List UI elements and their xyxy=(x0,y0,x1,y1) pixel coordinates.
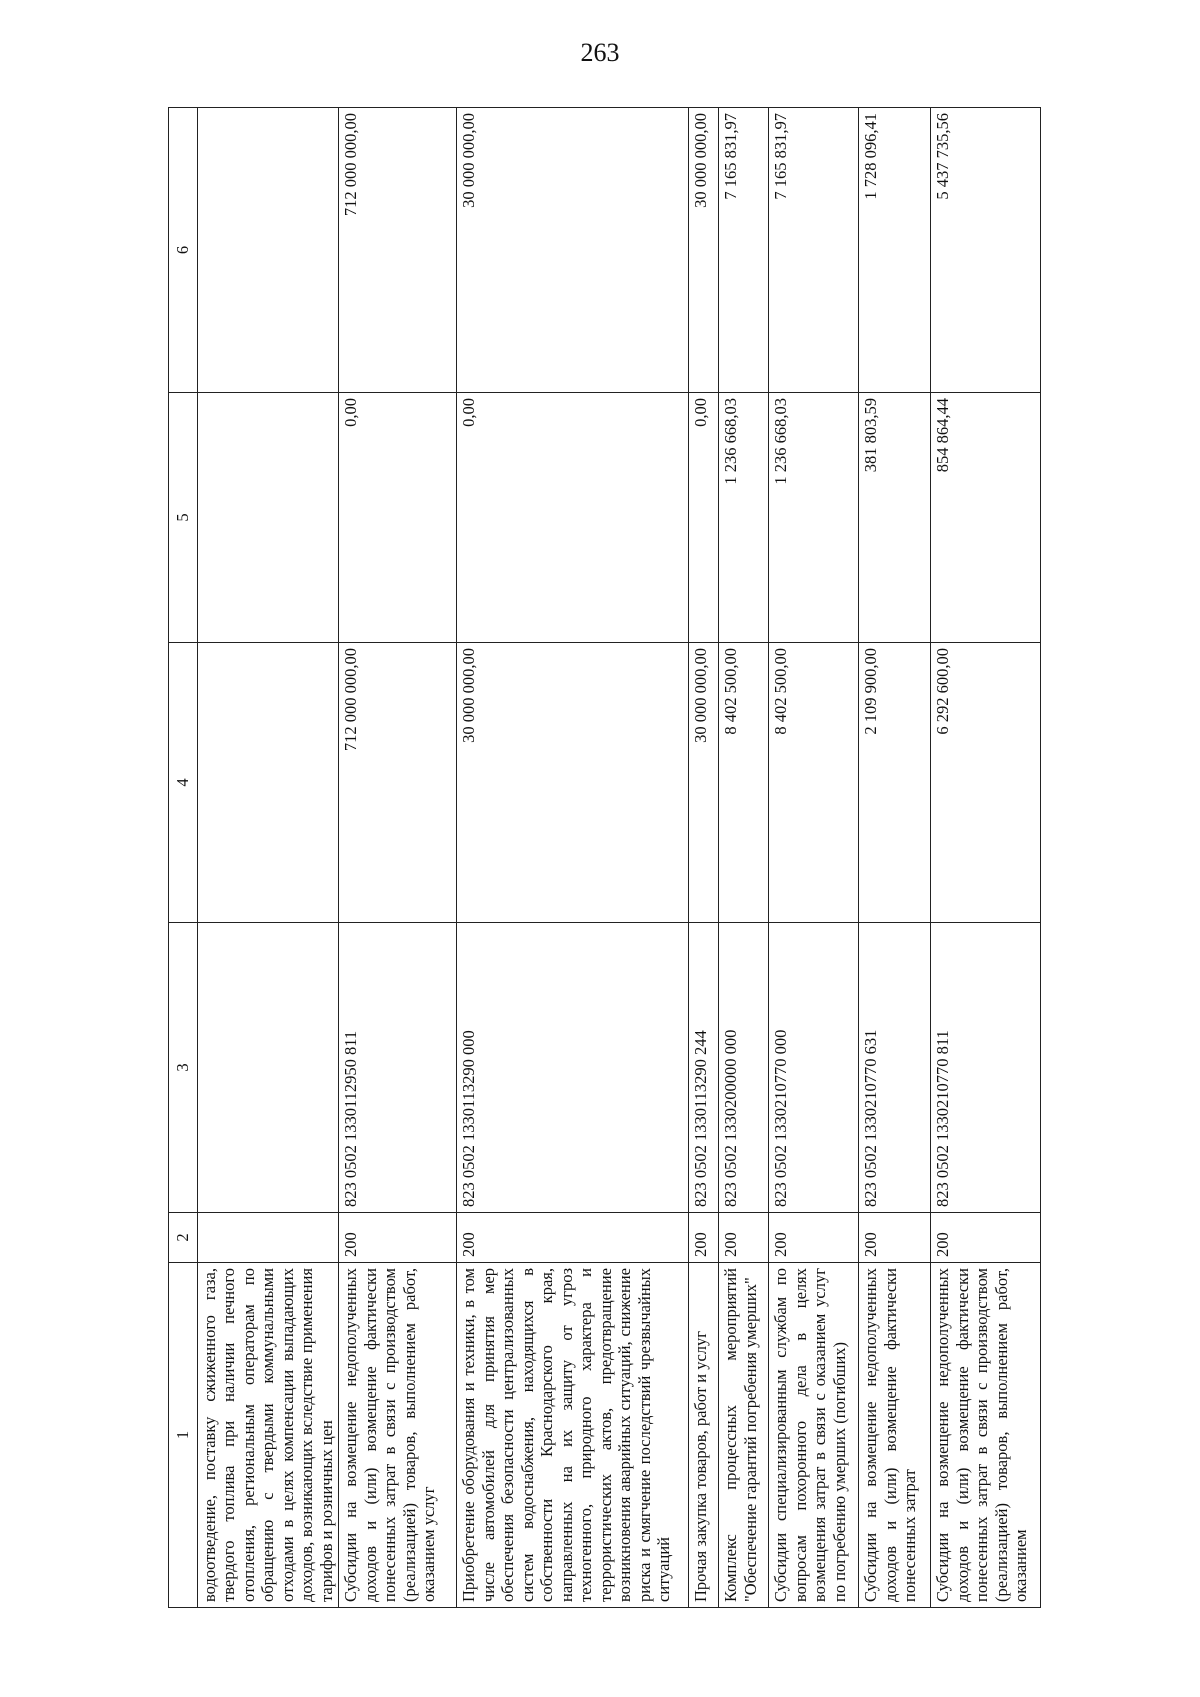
row-code xyxy=(198,1213,339,1263)
row-amount-col6: 7 165 831,97 xyxy=(769,108,859,393)
row-amount-col6 xyxy=(198,108,339,393)
row-code: 200 xyxy=(689,1213,719,1263)
row-code: 200 xyxy=(719,1213,769,1263)
row-code: 200 xyxy=(931,1213,1041,1263)
row-description: Субсидии на возмещение недополученных доходов и (или) возмещение фактически понесенных затрат в связи с производством (реализацией) товаров, выполнением работ, оказанием услуг xyxy=(339,1263,457,1608)
row-classification: 823 0502 1330112950 811 xyxy=(339,923,457,1213)
header-cell-1: 1 xyxy=(169,1263,198,1608)
rotated-table-container xyxy=(168,108,1133,1608)
row-amount-col5: 1 236 668,03 xyxy=(769,393,859,643)
row-amount-col4: 30 000 000,00 xyxy=(689,643,719,923)
row-description: водоотведение, поставку сжиженного газа, твердого топлива при наличии печного отопления, региональным операторам по обращению с твердыми коммунальными отходами в целях компенсации выпадающих доходов, возникающих вследствие применения тарифов и розничных цен xyxy=(198,1263,339,1608)
row-classification: 823 0502 1330210770 811 xyxy=(931,923,1041,1213)
row-amount-col6: 5 437 735,56 xyxy=(931,108,1041,393)
row-amount-col4: 8 402 500,00 xyxy=(719,643,769,923)
row-amount-col6: 30 000 000,00 xyxy=(457,108,689,393)
row-description: Субсидии на возмещение недополученных доходов и (или) возмещение фактически понесенных затрат в связи с производством (реализацией) товаров, выполнением работ, оказанием xyxy=(931,1263,1041,1608)
row-description: Комплекс процессных мероприятий "Обеспечение гарантий погребения умерших" xyxy=(719,1263,769,1608)
row-amount-col4: 712 000 000,00 xyxy=(339,643,457,923)
row-classification: 823 0502 1330113290 000 xyxy=(457,923,689,1213)
page-number: 263 xyxy=(580,38,620,67)
row-description: Субсидии специализированным службам по вопросам похоронного дела в целях возмещения затрат в связи с оказанием услуг по погребению умерших (погибших) xyxy=(769,1263,859,1608)
row-classification: 823 0502 1330210770 000 xyxy=(769,923,859,1213)
row-amount-col5: 0,00 xyxy=(339,393,457,643)
header-cell-2: 2 xyxy=(169,1213,198,1263)
header-row xyxy=(169,108,198,1608)
row-code: 200 xyxy=(859,1213,931,1263)
row-amount-col6: 7 165 831,97 xyxy=(719,108,769,393)
row-classification: 823 0502 1330210770 631 xyxy=(859,923,931,1213)
row-description: Субсидии на возмещение недополученных доходов и (или) возмещение фактически понесенных затрат xyxy=(859,1263,931,1608)
row-code: 200 xyxy=(339,1213,457,1263)
table-row xyxy=(689,108,719,1608)
table-row xyxy=(931,108,1041,1608)
table-row xyxy=(457,108,689,1608)
row-description: Прочая закупка товаров, работ и услуг xyxy=(689,1263,719,1608)
row-code: 200 xyxy=(457,1213,689,1263)
row-amount-col4: 8 402 500,00 xyxy=(769,643,859,923)
header-cell-4: 4 xyxy=(169,643,198,923)
row-amount-col6: 30 000 000,00 xyxy=(689,108,719,393)
row-amount-col4: 6 292 600,00 xyxy=(931,643,1041,923)
header-cell-6: 6 xyxy=(169,108,198,393)
row-amount-col5: 0,00 xyxy=(457,393,689,643)
header-cell-3: 3 xyxy=(169,923,198,1213)
row-amount-col5: 381 803,59 xyxy=(859,393,931,643)
row-description: Приобретение оборудования и техники, в том числе автомобилей для принятия мер обеспечения безопасности централизованных систем водоснабжения, находящихся в собственности Краснодарского края, направленных на их защиту от угроз техногенного, природного характера и террористических актов, предотвращение возникновения аварийных ситуаций, снижение риска и смягчение последствий чрезвычайных ситуаций xyxy=(457,1263,689,1608)
row-amount-col6: 712 000 000,00 xyxy=(339,108,457,393)
table-row xyxy=(719,108,769,1608)
row-amount-col5 xyxy=(198,393,339,643)
header-cell-5: 5 xyxy=(169,393,198,643)
row-amount-col6: 1 728 096,41 xyxy=(859,108,931,393)
table-row xyxy=(198,108,339,1608)
budget-table xyxy=(168,107,1041,1608)
table-row xyxy=(859,108,931,1608)
row-amount-col4 xyxy=(198,643,339,923)
row-classification xyxy=(198,923,339,1213)
table-row xyxy=(339,108,457,1608)
row-classification: 823 0502 1330113290 244 xyxy=(689,923,719,1213)
row-amount-col5: 1 236 668,03 xyxy=(719,393,769,643)
table-row xyxy=(769,108,859,1608)
row-amount-col4: 2 109 900,00 xyxy=(859,643,931,923)
row-amount-col4: 30 000 000,00 xyxy=(457,643,689,923)
row-classification: 823 0502 1330200000 000 xyxy=(719,923,769,1213)
row-code: 200 xyxy=(769,1213,859,1263)
row-amount-col5: 854 864,44 xyxy=(931,393,1041,643)
row-amount-col5: 0,00 xyxy=(689,393,719,643)
